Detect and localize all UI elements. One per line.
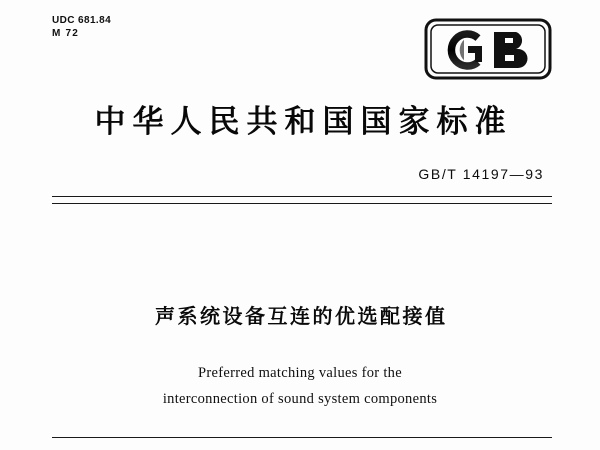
standard-number: GB/T 14197—93 xyxy=(418,166,544,182)
subject-title-en-line1: Preferred matching values for the xyxy=(198,365,402,381)
udc-code: UDC 681.84 xyxy=(52,15,112,26)
divider-footer xyxy=(52,437,552,438)
subject-title-en xyxy=(0,360,600,412)
classification-code: M 72 xyxy=(52,28,80,39)
subject-title-en-line2: interconnection of sound system components xyxy=(162,391,438,407)
divider-top-thin xyxy=(52,203,552,204)
page-title: 中华人民共和国国家标准 xyxy=(94,104,513,140)
subject-title-cn: 声系统设备互连的优选配接值 xyxy=(155,304,448,328)
gb-emblem-icon xyxy=(424,18,552,80)
divider-top xyxy=(52,196,552,197)
classification-meta xyxy=(52,14,111,40)
